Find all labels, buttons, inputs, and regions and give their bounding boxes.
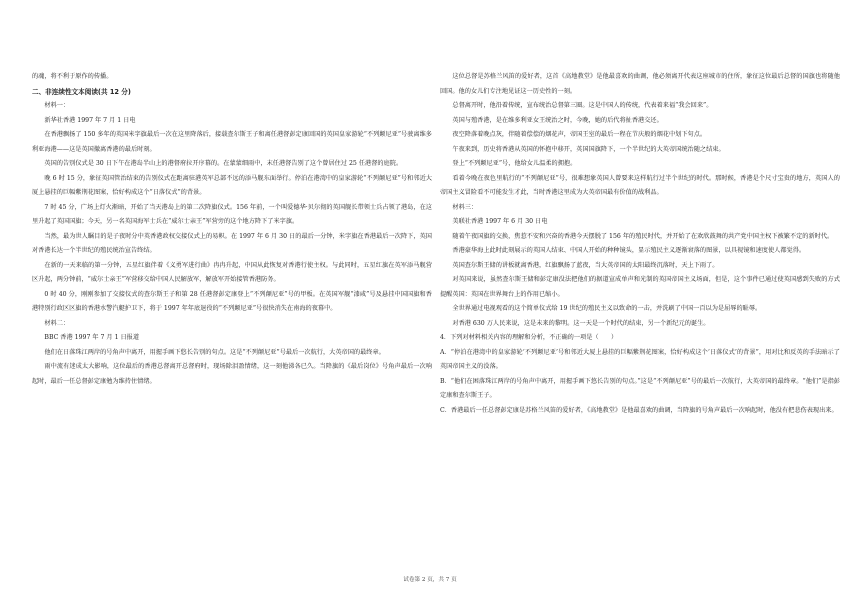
paragraph: 随着午夜国旗的交换，焦惹不安和兴奋的香港今天摆脱了 156 年的殖民时代，并开始了在欢欣鼓舞的共产党中国主权下被繁不定的新时代。 <box>452 232 834 240</box>
paragraph: 登上“不列颠尼亚”号，他给女儿温柔的拥抱。 <box>452 160 577 167</box>
paragraph: 0 时 40 分，刚刚参加了交接仪式的查尔斯王子和第 28 任港督彭定康登上“不列颠尼亚”号的甲板。在英国军舰“漆咸”号及悬挂中国国旗和香港特别行政区区旗的香港水警汽艇护卫下，将于 1997 年年底退役的“不列颠尼亚”号很快消失在南海的夜幕中。 <box>32 290 432 312</box>
paragraph: B．“他们在困落珠江两岸的号角声中离开，用握手画下悠长告别的句点。”这是“不列颠尼亚”号的最后一次航行，大英帝国的最终章。“他们”是指彭定康和查尔斯王子。 <box>440 377 840 399</box>
paragraph: 4．下列对材料相关内容的理解和分析，不正确的一项是（ ） <box>440 334 618 341</box>
paragraph: 当然，最为世人瞩目的是子夜时分中英香港政权交接仪式上的易帜。在 1997 年 6 月 30 日的最后一分钟，米字旗在香港最后一次降下，英国对香港长达一个半世纪的殖民统治宣告终结。 <box>32 232 432 254</box>
paragraph: 英国查尔斯王储的讲板就离香港，红旗飘扬了蓝夜，当大英帝国的太阳最终沉落时，天上下雨了。 <box>452 261 719 269</box>
right-column <box>440 70 840 418</box>
paragraph: 英国的告别仪式是 30 日下午在港岛半山上的港督府拉开序幕的。在蒙蒙细雨中，末任港督告别了这个曾居住过 25 任港督的庭院。 <box>44 160 403 167</box>
paragraph: 英国与殖香港，是在维多利亚女王统治之时，今晚，她的后代将扯香港交还。 <box>452 116 663 124</box>
paragraph: 美联社香港 1997 年 6 月 30 日电 <box>452 218 548 225</box>
paragraph: 对英国来说，虽然查尔斯王储和彭定康没法把他们的据道宣成单声和光制的英国帝国主义场面，但是，这个事件已通过使英国感到失败的方式提醒英国：英国在世界舞台上的作用已缩小。 <box>440 276 840 298</box>
paragraph: 材料三： <box>452 203 478 211</box>
page-footer: 试卷第 2 页，共 7 页 <box>403 577 457 583</box>
paragraph: 看着今晚在夜色里航行的“不列颠尼亚”号，很难想象英国人曾要来这样航行过半个世纪的时代。那时候，香港是个尺寸宝贵的地方，英国人的帝国主义冒险看不可能发生才此，当时香港这里成为大英帝国最有价值的战利品。 <box>440 174 840 196</box>
paragraph: 7 时 45 分，广场上灯火渐暗，开始了当天港岛上的第二次降旗仪式。156 年前，一个叫爱德华·贝尔彻的英国舰长带领士兵占领了港岛，在这里升起了英国国旗；今天，另一名英国海军士兵在“威尔士亲王”军营旁的这个地方降下了米字旗。 <box>32 203 432 225</box>
paragraph: 香港豪华海上此时此刻展示的英国人结束、中国人开始的种种镜头，显示殖民主义逐渐衰落的图景，以具视镜和速度使人都觉得。 <box>452 247 806 254</box>
paragraph: 在香港飘扬了 150 多年的英国米字旗最后一次在这里降落后，接载查尔斯王子和离任港督彭定康回国的英国皇家游轮“不列颠尼亚”号驶离维多利亚海港——这是英国撤离香港的最后时刻。 <box>32 131 432 153</box>
paragraph: 在新的一天来临的第一分钟，五星红旗伴着《义勇军进行曲》冉冉升起，中国从此恢复对香港行使主权。与此同时，五星红旗在英军添马舰营区升起，两分钟前，“威尔士亲王”军营移交给中国人民解放军，解放军开始接管香港防务。 <box>32 261 432 283</box>
paragraph: C．香港最后一任总督彭定康是苏格兰风笛的爱好者，《高地教堂》是他最喜欢的曲调，当降旗的号角声最后一次响起时，他没有把悲伤表现出来。 <box>440 406 838 414</box>
paragraph: 对香港 630 万人民来说，这是未来的黎明。这一天是一个时代的结束，另一个新纪元的诞生。 <box>452 319 710 327</box>
paragraph: 全世界通过电视观看的这个简单仪式给 19 世纪的殖民主义以致命的一击，并洗刷了中国一百以为是屈辱的耻辱。 <box>452 305 762 312</box>
paragraph: 夜空降落着晚点灰，伴随着偿偿的烟花声，帝国王室的最后一程在节庆般的烟花中划下句点。 <box>452 131 707 138</box>
paragraph: 雨中流有迷成太大影响，这位最后的香港总督离开总督府时，现场除泪盈情绪，这一刻他涕各已久。当降旗的《最后岗位》号角声最后一次响起时，最后一任总督彭定康勉为维持住情绪。 <box>32 363 432 385</box>
paragraph: BBC 香港 1997 年 7 月 1 日报道 <box>44 334 140 341</box>
paragraph: 材料一： <box>44 102 70 109</box>
paragraph: 总督离开时，他沿着传统，宣布统治总督第三圈。这是中国人的传统，代表着来福“我会回来”。 <box>452 102 713 109</box>
paragraph: 新华社香港 1997 年 7 月 1 日电 <box>44 116 136 124</box>
section-heading: 二、非连续性文本阅读(共 12 分) <box>32 87 131 96</box>
paragraph: 材料二： <box>44 319 70 327</box>
paragraph: 晚 6 时 15 分，象征英国管治结束的告别仪式在距离驻港英军总部不远的添马舰东面举行。停泊在港湾中的皇家游轮“不列颠尼亚”号和邻近大厦上悬挂的巨幅紫荆花图案，恰好构成这个“日落仪式”的背景。 <box>32 174 432 196</box>
paragraph: 这位总督是苏格兰风笛的爱好者，这首《高地教堂》是他最喜欢的曲调，他必须离开代表这座城市的住所，象征这位最后总督的国旗也将随他回国。他的女儿们专注地见证这一历史性的一刻。 <box>440 73 840 95</box>
paragraph: 的魂，将不利于原作的传播。 <box>32 73 113 80</box>
paragraph: 午夜来到，历史将香港从英国的怀抱中移开，英国国旗降下，一个半世纪的大英帝国统治随之结束。 <box>452 145 725 153</box>
paragraph: A．“停泊在港湾中的皇家游轮‘不列颠尼亚’号和邻近大厦上悬挂的巨幅紫荆花图案，恰好构成这个‘日落仪式’的背景”，用对比和反英的手法暗示了英国帝国主义的没落。 <box>440 348 840 370</box>
left-column <box>32 70 432 389</box>
paragraph: 他们在日落珠江两岸的号角声中离开，用握手画下悠长告别的句点。这是“不列颠尼亚”号最后一次航行，大英帝国的最终章。 <box>44 348 385 356</box>
